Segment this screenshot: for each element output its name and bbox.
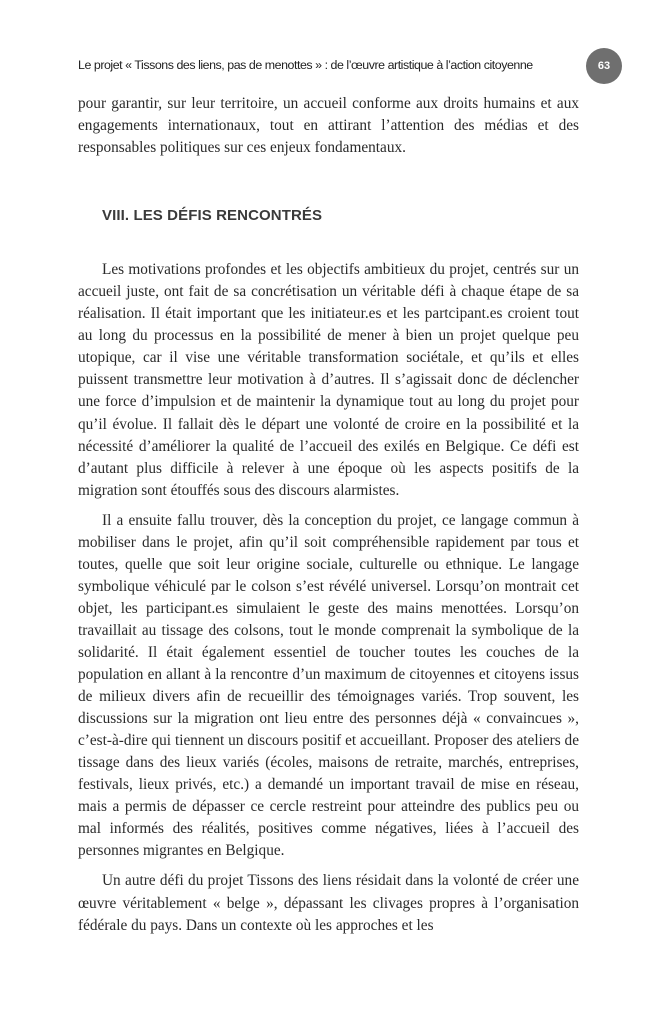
- intro-paragraph: pour garantir, sur leur territoire, un accueil conforme aux droits humains et aux engagements internationaux, tout en attirant l’attention des médias et des responsables politiques sur ces enjeux fondamentaux.: [78, 95, 579, 157]
- paragraph-2: Il a ensuite fallu trouver, dès la conception du projet, ce langage commun à mobiliser dans le projet, afin qu’il soit compréhensible rapidement par tous et toutes, quelle que soit leur origine sociale, culturelle ou ethnique. Le langage symbolique véhiculé par le colson s’est révélé universel. Lorsqu’on montrait cet objet, les participant.es simulaient le geste des mains menottées. Lorsqu’on travaillait au tissage des colsons, tout le monde comprenait la symbolique de la solidarité. Il était également essentiel de toucher toutes les couches de la population en allant à la rencontre d’un maximum de citoyennes et citoyens issus de milieux divers afin de recueillir des témoignages variés. Trop souvent, les discussions sur la migration ont lieu entre des personnes déjà « convaincues », c’est-à-dire qui tiennent un discours positif et accueillant. Proposer des ateliers de tissage dans des lieux variés (écoles, maisons de retraite, marchés, entreprises, festivals, lieux privés, etc.) a demandé un important travail de mise en réseau, mais a permis de dépasser ce cercle restreint pour atteindre des publics peu ou mal informés des réalités, positives comme négatives, liées à l’accueil des personnes migrantes en Belgique.: [78, 511, 579, 860]
- running-header-title: Le projet « Tissons des liens, pas de menottes » : de l’œuvre artistique à l’action citoyenne: [78, 58, 533, 72]
- section-heading: VIII. LES DÉFIS RENCONTRÉS: [102, 207, 323, 225]
- paragraph-1: Les motivations profondes et les objectifs ambitieux du projet, centrés sur un accueil juste, ont fait de sa concrétisation un véritable défi à chaque étape de sa réalisation. Il était important que les initiateur.es et les partcipant.es croient tout au long du processus en la possibilité de mener à bien un projet quelque peu utopique, car il vise une véritable transformation sociétale, et qu’ils et elles puissent transmettre leur motivation à d’autres. Il s’agissait donc de déclencher une force d’impulsion et de maintenir la dynamique tout au long du projet pour qu’il évolue. Il fallait dès le départ une volonté de croire en la possibilité et la nécessité d’améliorer la qualité de l’accueil des exilés en Belgique. Ce défi est d’autant plus difficile à relever à une époque où les aspects positifs de la migration sont étouffés sous des discours alarmistes.: [78, 261, 579, 499]
- paragraph-3: Un autre défi du projet Tissons des liens résidait dans la volonté de créer une œuvre véritablement « belge », dépassant les clivages propres à l’organisation fédérale du pays. Dans un contexte où les approches et les: [78, 872, 579, 934]
- page-number-badge: 63: [586, 48, 622, 84]
- page-body: [78, 93, 579, 937]
